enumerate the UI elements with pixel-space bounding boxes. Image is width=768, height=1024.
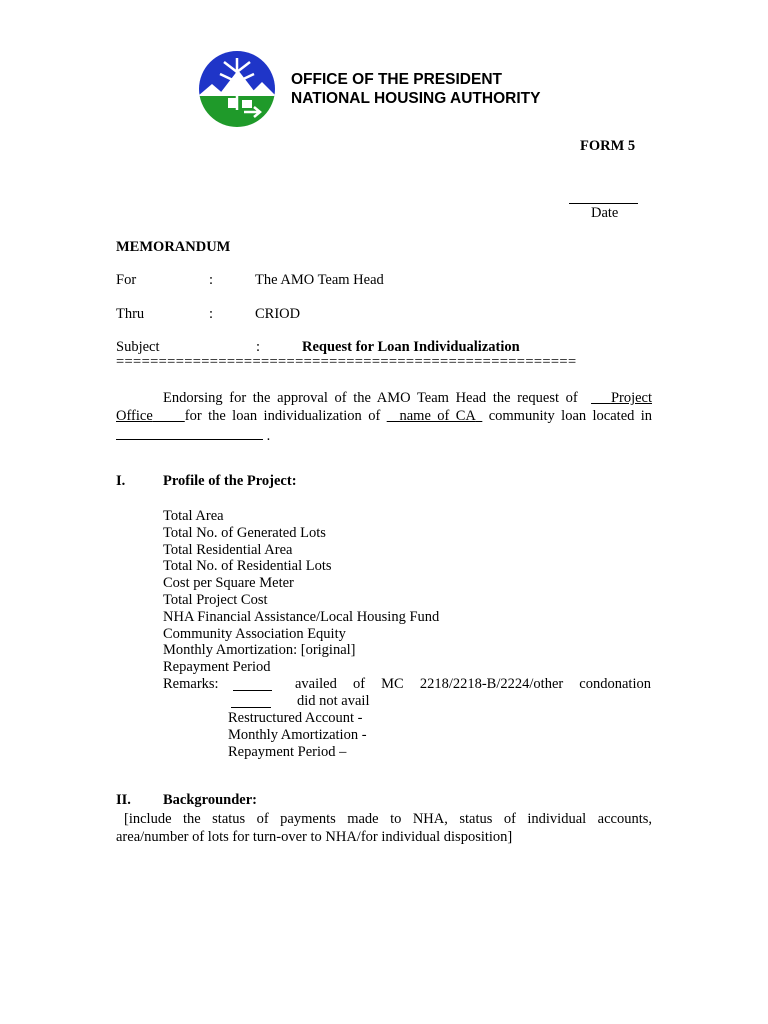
profile-item: Total Project Cost [163,591,268,608]
section-2-title: Backgrounder: [163,792,257,808]
profile-item: Monthly Amortization: [original] [163,642,356,659]
intro-text-1: Endorsing for the approval of the AMO Team Head the request of [163,390,578,406]
ca-name-fill [387,408,483,424]
backgrounder-paragraph [116,810,652,846]
memo-title: MEMORANDUM [116,239,231,255]
not-avail-checkbox-blank [231,693,271,708]
profile-item: NHA Financial Assistance/Local Housing Fund [163,608,440,625]
restructured-item: Monthly Amortization - [228,726,367,743]
office-fill [116,408,185,424]
intro-line-1 [116,389,652,407]
remarks-line-1: availed of MC 2218/2218-B/2224/other condonation [295,676,651,692]
profile-item: Total No. of Generated Lots [163,524,326,541]
backgrounder-line-1: [include the status of payments made to NHA, status of individual accounts, [124,811,652,827]
intro-text-2a: for the loan individualization of [184,408,381,424]
intro-paragraph [116,389,652,445]
project-fill-text: Project [610,390,653,406]
section-1-title: Profile of the Project: [163,473,297,489]
date-label: Date [591,205,619,221]
restructured-item: Repayment Period – [228,743,347,760]
office-fill-text: Office [116,408,153,424]
profile-item: Community Association Equity [163,625,346,642]
location-fill [116,425,263,440]
project-fill [591,390,652,406]
for-label: For [116,272,137,288]
profile-item: Total No. of Residential Lots [163,558,332,575]
profile-item: Repayment Period [163,659,271,676]
availed-checkbox-blank [233,676,272,691]
restructured-list [228,710,367,760]
for-colon: : [209,272,214,288]
thru-value: CRIOD [255,306,301,322]
for-value: The AMO Team Head [255,272,384,288]
subject-value: Request for Loan Individualization [302,339,520,355]
profile-item: Total Residential Area [163,541,293,558]
remarks-label: Remarks: [163,676,219,692]
thru-colon: : [209,306,214,322]
profile-item: Cost per Square Meter [163,575,294,592]
form-label: FORM 5 [580,138,636,154]
restructured-item: Restructured Account - [228,710,363,726]
backgrounder-line-2: area/number of lots for turn-over to NHA/for individual disposition] [116,829,513,845]
section-1-number: I. [116,473,126,489]
date-blank [569,203,638,204]
nha-logo [198,50,276,128]
agency-line-1: OFFICE OF THE PRESIDENT [291,71,502,88]
intro-line-3 [116,425,652,445]
section-2-number: II. [116,792,131,808]
intro-line-2 [116,407,652,425]
subject-label: Subject [116,339,160,355]
remarks-line-2: did not avail [297,693,370,709]
intro-text-2b: community loan located in [488,408,653,424]
agency-line-2: NATIONAL HOUSING AUTHORITY [291,90,541,107]
ca-name-fill-text: name of CA [399,408,476,424]
subject-colon: : [256,339,261,355]
intro-period: . [266,428,271,444]
profile-list [163,508,439,676]
profile-item: Total Area [163,508,224,524]
thru-label: Thru [116,306,145,322]
separator-line: ====================================================== [116,354,577,370]
